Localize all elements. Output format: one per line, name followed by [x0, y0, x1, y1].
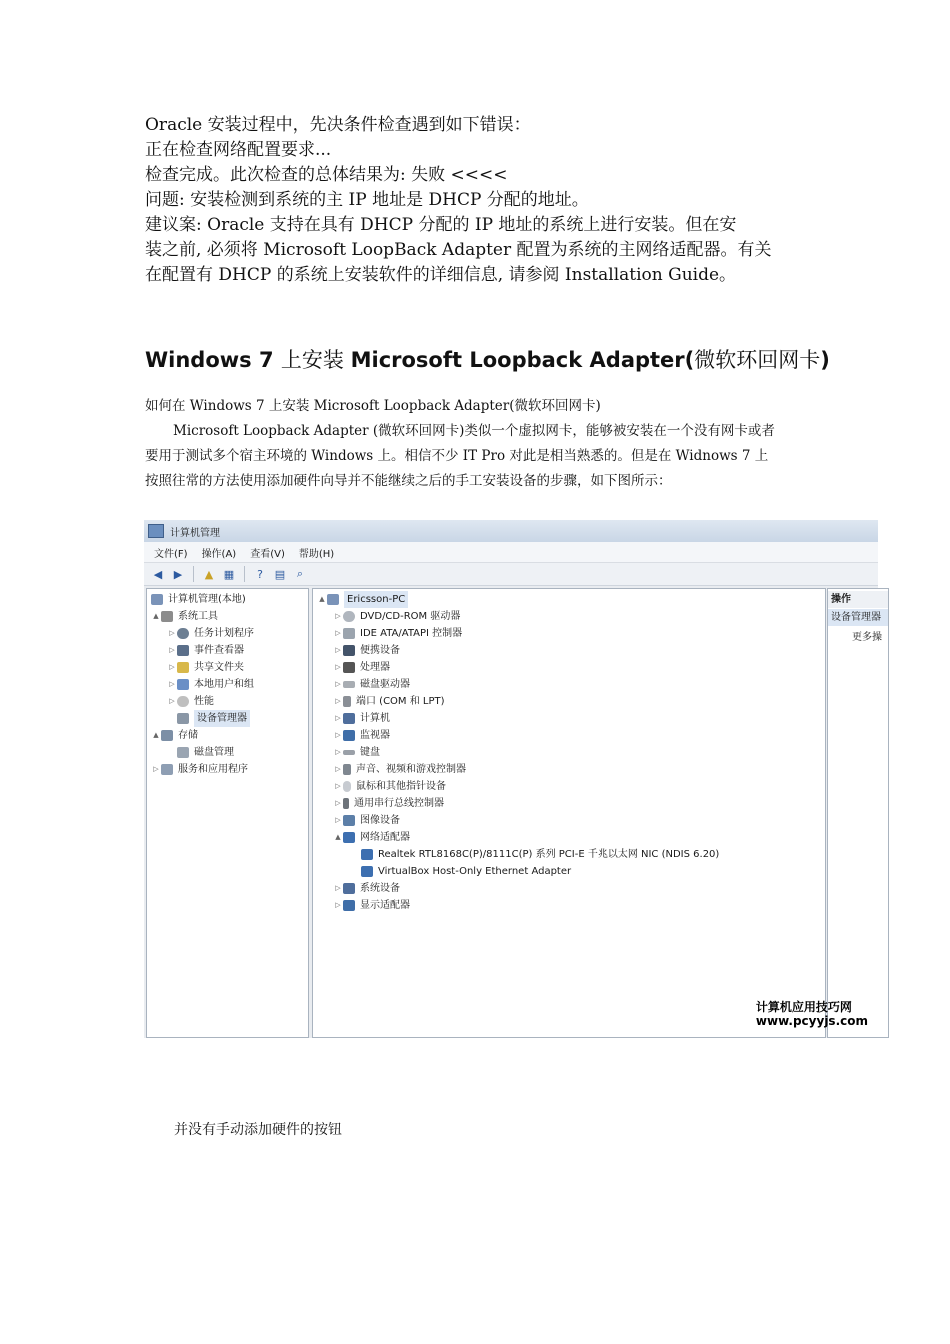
network-adapter-icon	[343, 832, 355, 843]
device-category[interactable]: ▷ 处理器	[335, 662, 390, 673]
dvd-drive-icon	[343, 611, 355, 622]
display-adapter-icon	[343, 900, 355, 911]
mouse-icon	[343, 781, 351, 792]
processor-icon	[343, 662, 355, 673]
tree-item[interactable]: ▷ 事件查看器	[169, 645, 244, 656]
figure-caption: 并没有手动添加硬件的按钮	[174, 1122, 342, 1138]
forward-arrow-icon[interactable]: ▶	[173, 567, 183, 581]
usb-icon	[343, 798, 349, 809]
intro-line: 正在检查网络配置要求...	[145, 140, 332, 160]
device-tree	[312, 588, 826, 1038]
network-adapter-icon	[361, 849, 373, 860]
shared-folder-icon	[177, 662, 189, 673]
tree-item[interactable]: 计算机管理(本地)	[151, 591, 246, 608]
properties-icon[interactable]: ▤	[274, 567, 286, 581]
tree-item[interactable]: ▲ 存储	[153, 730, 198, 741]
window-titlebar	[144, 520, 878, 542]
network-adapter-icon	[361, 866, 373, 877]
device-category[interactable]: ▷ 磁盘驱动器	[335, 679, 410, 690]
tools-icon	[161, 611, 173, 622]
tree-item[interactable]: ▷ 共享文件夹	[169, 662, 244, 673]
device-category[interactable]: ▷ 显示适配器	[335, 900, 410, 911]
up-folder-icon[interactable]: ▲	[204, 567, 214, 581]
tree-item[interactable]: ▷ 本地用户和组	[169, 679, 254, 690]
device-manager-icon	[177, 713, 189, 724]
menu-view[interactable]: 查看(V)	[250, 548, 285, 560]
device-category[interactable]: ▷ 鼠标和其他指针设备	[335, 781, 446, 792]
device-item[interactable]: VirtualBox Host-Only Ethernet Adapter	[361, 863, 571, 880]
computer-icon	[327, 594, 339, 605]
menu-file[interactable]: 文件(F)	[154, 548, 188, 560]
device-category[interactable]: ▷ IDE ATA/ATAPI 控制器	[335, 628, 463, 639]
computer-management-icon	[148, 524, 164, 538]
toolbar	[144, 563, 878, 586]
tree-item[interactable]: ▷ 任务计划程序	[169, 628, 254, 639]
users-icon	[177, 679, 189, 690]
section-heading: Windows 7 上安装 Microsoft Loopback Adapter(微软环回网卡)	[145, 348, 830, 372]
intro-line: Oracle 安装过程中，先决条件检查遇到如下错误：	[145, 115, 531, 135]
system-device-icon	[343, 883, 355, 894]
tree-item[interactable]: 磁盘管理	[177, 744, 234, 761]
clock-icon	[177, 628, 189, 639]
device-item[interactable]: Realtek RTL8168C(P)/8111C(P) 系列 PCI-E 千兆以太网 NIC (NDIS 6.20)	[361, 846, 719, 863]
show-hide-tree-icon[interactable]: ▦	[223, 567, 235, 581]
article-line: 如何在 Windows 7 上安装 Microsoft Loopback Adapter(微软环回网卡)	[145, 398, 601, 414]
disk-drive-icon	[343, 681, 355, 688]
actions-device-manager[interactable]: 设备管理器	[828, 609, 888, 626]
device-category[interactable]: ▷ DVD/CD-ROM 驱动器	[335, 611, 461, 622]
performance-icon	[177, 696, 189, 707]
disk-management-icon	[177, 747, 189, 758]
toolbar-separator	[244, 566, 245, 582]
actions-pane	[827, 588, 889, 1038]
article-line: Microsoft Loopback Adapter (微软环回网卡)类似一个虚拟网卡，能够被安装在一个没有网卡或者	[173, 423, 775, 439]
device-category[interactable]: ▷ 系统设备	[335, 883, 400, 894]
device-category[interactable]: ▷ 通用串行总线控制器	[335, 798, 444, 809]
device-category[interactable]: ▷ 键盘	[335, 747, 380, 758]
port-icon	[343, 696, 351, 707]
menu-help[interactable]: 帮助(H)	[298, 548, 335, 560]
more-actions-link[interactable]: 更多操	[852, 632, 882, 643]
article-line: 要用于测试多个宿主环境的 Windows 上。相信不少 IT Pro 对此是相当熟悉的。但是在 Widnows 7 上	[145, 448, 769, 464]
device-category[interactable]: ▷ 声音、视频和游戏控制器	[335, 764, 466, 775]
imaging-device-icon	[343, 815, 355, 826]
computer-icon	[343, 713, 355, 724]
menu-action[interactable]: 操作(A)	[201, 548, 237, 560]
article-body	[145, 394, 810, 494]
device-root[interactable]: ▲ Ericsson-PC	[317, 591, 408, 608]
scan-hardware-icon[interactable]: ⌕	[296, 567, 304, 580]
tree-item[interactable]: ▷ 性能	[169, 696, 214, 707]
intro-line: 问题: 安装检测到系统的主 IP 地址是 DHCP 分配的地址。	[145, 190, 589, 210]
intro-line: 在配置有 DHCP 的系统上安装软件的详细信息, 请参阅 Installation Guide。	[145, 265, 737, 285]
intro-paragraph	[145, 113, 810, 288]
menu-bar	[144, 542, 878, 563]
device-category[interactable]: ▷ 计算机	[335, 713, 390, 724]
panes	[144, 586, 882, 1038]
tree-item[interactable]: ▷ 服务和应用程序	[153, 764, 248, 775]
intro-line: 检查完成。此次检查的总体结果为: 失败 <<<<	[145, 165, 508, 185]
tree-item-device-manager[interactable]: 设备管理器	[177, 710, 250, 727]
device-category[interactable]: ▷ 端口 (COM 和 LPT)	[335, 696, 445, 707]
keyboard-icon	[343, 750, 355, 755]
back-arrow-icon[interactable]: ◀	[153, 567, 163, 581]
help-icon[interactable]: ?	[257, 567, 263, 581]
tree-item[interactable]: ▲ 系统工具	[153, 611, 218, 622]
navigation-tree	[146, 588, 309, 1038]
computer-management-screenshot	[144, 520, 882, 1038]
portable-device-icon	[343, 645, 355, 656]
event-viewer-icon	[177, 645, 189, 656]
device-category-network[interactable]: ▲ 网络适配器	[335, 832, 410, 843]
device-category[interactable]: ▷ 图像设备	[335, 815, 400, 826]
device-category[interactable]: ▷ 监视器	[335, 730, 390, 741]
site-watermark: 计算机应用技巧网 www.pcyyjs.com	[755, 1000, 868, 1028]
monitor-icon	[343, 730, 355, 741]
actions-header: 操作	[828, 591, 888, 608]
toolbar-separator	[193, 566, 194, 582]
intro-line: 建议案: Oracle 支持在具有 DHCP 分配的 IP 地址的系统上进行安装。但在安	[145, 215, 737, 235]
storage-icon	[161, 730, 173, 741]
article-line: 按照往常的方法使用添加硬件向导并不能继续之后的手工安装设备的步骤，如下图所示：	[145, 473, 672, 489]
intro-line: 装之前, 必须将 Microsoft LoopBack Adapter 配置为系统的主网络适配器。有关	[145, 240, 772, 260]
computer-icon	[151, 594, 163, 605]
window-title: 计算机管理	[170, 527, 220, 539]
device-category[interactable]: ▷ 便携设备	[335, 645, 400, 656]
services-icon	[161, 764, 173, 775]
ide-controller-icon	[343, 628, 355, 639]
speaker-icon	[343, 764, 351, 775]
